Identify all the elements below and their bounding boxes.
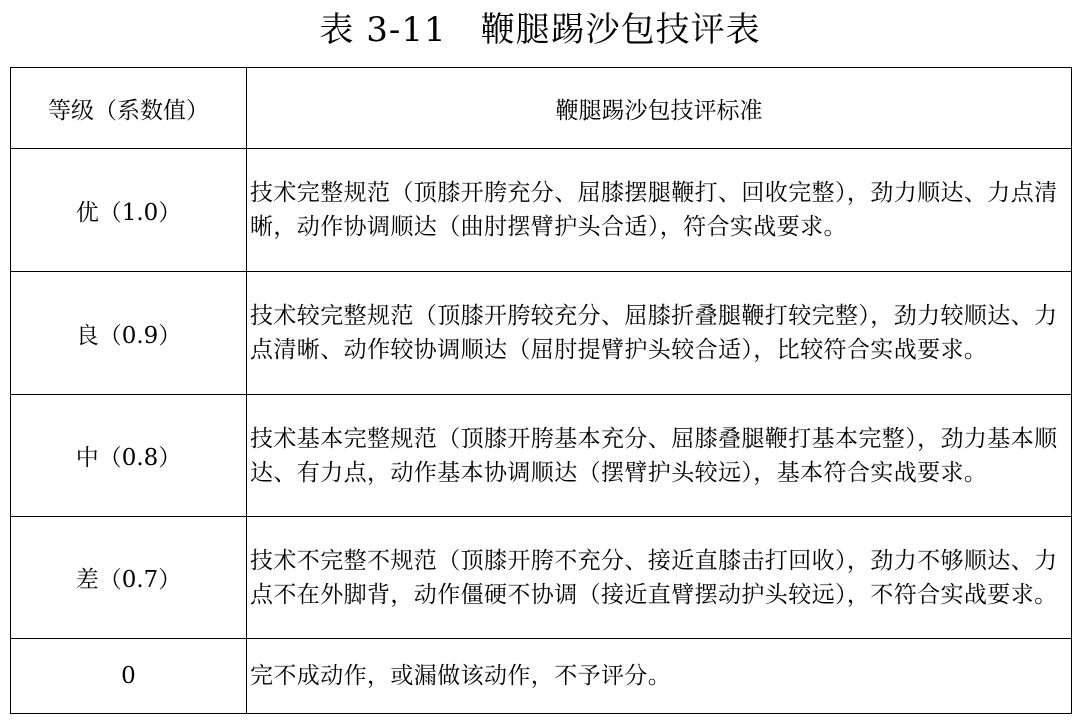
level-cell: 良（0.9） [11,272,247,395]
table-row [11,517,1072,639]
header-criteria: 鞭腿踢沙包技评标准 [247,68,1072,149]
evaluation-table [10,67,1072,714]
level-cell: 0 [11,639,247,714]
table-row [11,272,1072,395]
table-row [11,149,1072,272]
table-row [11,395,1072,517]
criteria-cell: 技术不完整不规范（顶膝开胯不充分、接近直膝击打回收），劲力不够顺达、力点不在外脚背，动作僵硬不协调（接近直臂摆动护头较远），不符合实战要求。 [247,517,1072,639]
level-cell: 优（1.0） [11,149,247,272]
table-row [11,639,1072,714]
level-cell: 中（0.8） [11,395,247,517]
criteria-cell: 技术完整规范（顶膝开胯充分、屈膝摆腿鞭打、回收完整），劲力顺达、力点清晰，动作协调顺达（曲肘摆臂护头合适），符合实战要求。 [247,149,1072,272]
table-title-text: 鞭腿踢沙包技评表 [480,10,761,50]
table-title [0,0,1080,60]
header-row [11,68,1072,149]
table-number: 表 3-11 [319,10,447,50]
level-cell: 差（0.7） [11,517,247,639]
criteria-cell: 完不成动作，或漏做该动作，不予评分。 [247,639,1072,714]
header-level: 等级（系数值） [11,68,247,149]
criteria-cell: 技术较完整规范（顶膝开胯较充分、屈膝折叠腿鞭打较完整），劲力较顺达、力点清晰、动作较协调顺达（屈肘提臂护头较合适），比较符合实战要求。 [247,272,1072,395]
criteria-cell: 技术基本完整规范（顶膝开胯基本充分、屈膝叠腿鞭打基本完整），劲力基本顺达、有力点，动作基本协调顺达（摆臂护头较远），基本符合实战要求。 [247,395,1072,517]
